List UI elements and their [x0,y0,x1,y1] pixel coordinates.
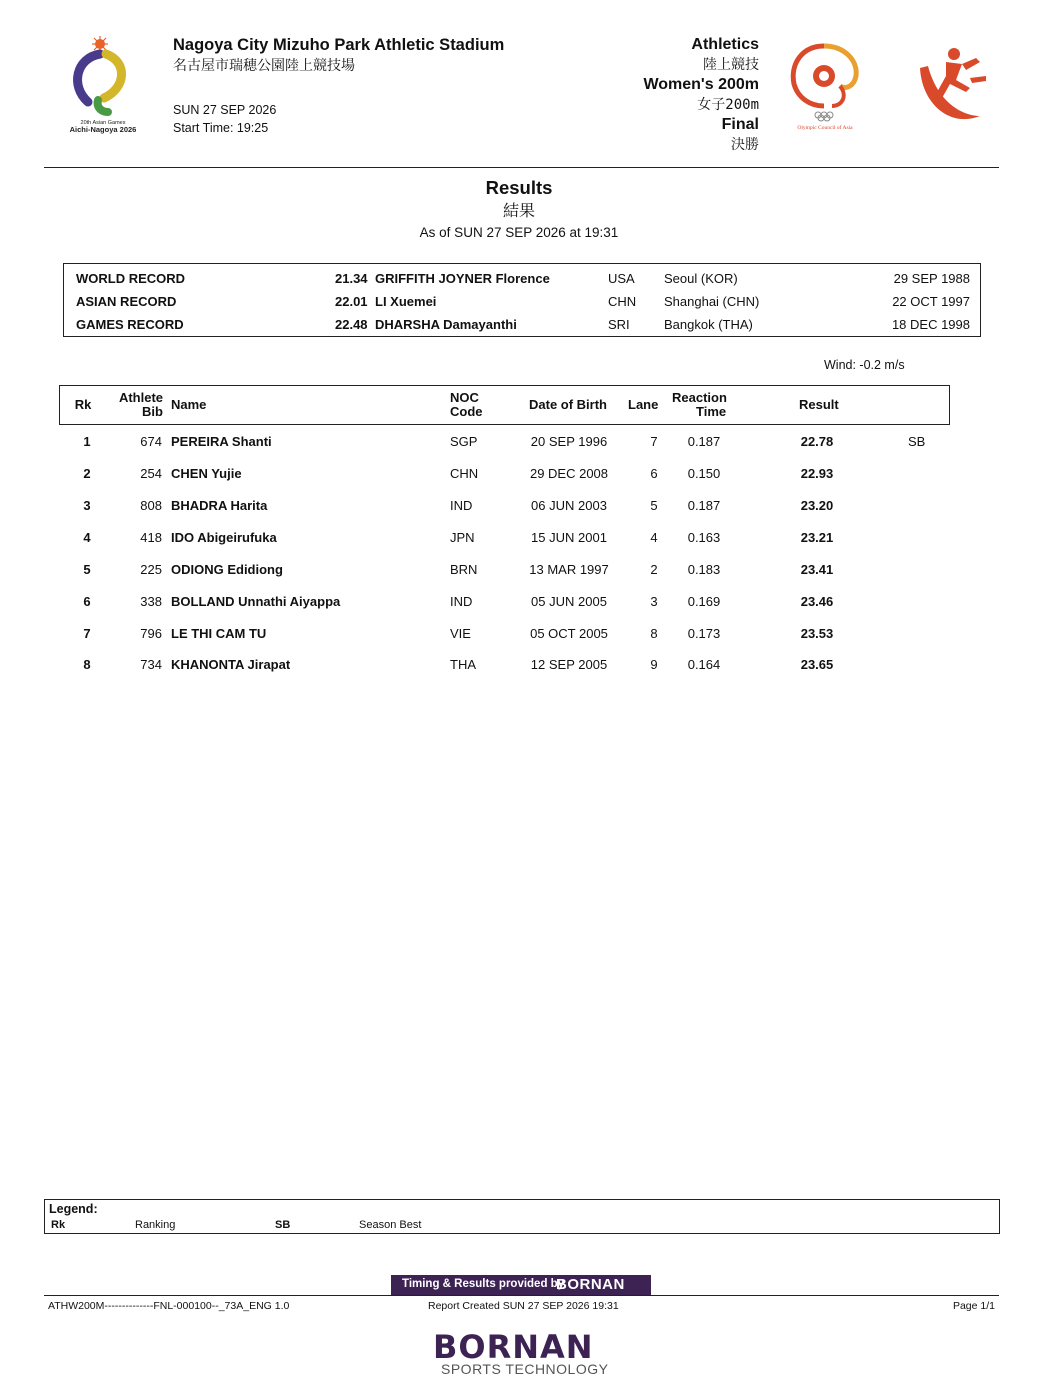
athletics-pictogram-icon [916,46,988,126]
table-row [59,431,948,453]
bornan-tagline: SPORTS TECHNOLOGY [441,1361,609,1377]
rank: 5 [83,562,91,577]
bib: 254 [140,466,162,481]
legend-key: Rk [51,1219,66,1231]
col-bib-line2: Bib [142,404,163,419]
event-name: Women's 200m [643,76,759,93]
legend-title: Legend: [49,1202,98,1216]
result: 23.21 [800,530,834,545]
lane: 9 [650,657,658,672]
rank: 7 [83,626,91,641]
col-rt-line2: Time [696,404,727,419]
record-row [64,290,980,313]
noc-code: IND [450,594,473,609]
results-table-header [59,385,950,425]
date-of-birth: 15 JUN 2001 [531,530,607,545]
athlete-name: IDO Abigeirufuka [171,530,277,545]
event-phase-ja: 決勝 [731,136,759,152]
athlete-name: PEREIRA Shanti [171,434,272,449]
lane: 7 [650,434,658,449]
col-name: Name [171,397,207,412]
table-row [59,463,948,485]
reaction-time: 0.169 [687,594,721,609]
reaction-time: 0.187 [687,498,721,513]
reaction-time: 0.187 [687,434,721,449]
page-title: Results [485,177,553,198]
header-divider [44,167,999,168]
athlete-name: BHADRA Harita [171,498,268,513]
col-dob: Date of Birth [529,397,607,412]
legend-box [44,1199,1000,1234]
timing-banner-brand: BORNAN [556,1276,625,1293]
reaction-time: 0.150 [687,466,721,481]
table-row [59,559,948,581]
lane: 3 [650,594,658,609]
record-noc: USA [608,271,635,286]
col-rank: Rk [74,397,92,412]
rank: 6 [83,594,91,609]
bib: 418 [140,530,162,545]
lane: 4 [650,530,658,545]
bib: 808 [140,498,162,513]
rank: 4 [83,530,91,545]
table-row [59,623,948,645]
record-date: 22 OCT 1997 [892,294,970,309]
col-result: Result [799,397,839,412]
lane: 5 [650,498,658,513]
page-number: Page 1/1 [952,1300,995,1312]
bib: 734 [140,657,162,672]
legend-key: SB [275,1219,291,1231]
athlete-name: KHANONTA Jirapat [171,657,291,672]
record-time: 22.48 [335,317,368,332]
games-logo [62,36,144,136]
table-row [59,591,948,613]
date-of-birth: 05 JUN 2005 [531,594,607,609]
record-label: ASIAN RECORD [76,294,177,309]
result: 23.53 [800,626,834,641]
page-title-ja: 結果 [502,203,535,220]
noc-code: THA [450,657,476,672]
record-date: 29 SEP 1988 [893,271,970,286]
record-time: 22.01 [335,294,368,309]
sport-name-ja: 陸上競技 [703,56,759,72]
as-of-timestamp: As of SUN 27 SEP 2026 at 19:31 [419,225,619,240]
record-noc: SRI [608,317,630,332]
record-row [64,267,980,290]
noc-code: IND [450,498,473,513]
athlete-name: BOLLAND Unnathi Aiyappa [171,594,341,609]
bib: 796 [140,626,162,641]
col-noc-line1: NOC [450,390,479,405]
table-row [59,654,948,676]
timing-banner-text: Timing & Results provided by [402,1278,565,1290]
noc-code: SGP [450,434,478,449]
table-row [59,527,948,549]
reaction-time: 0.163 [687,530,721,545]
col-noc-line2: Code [450,404,483,419]
record-holder: DHARSHA Damayanthi [375,317,517,332]
result: 23.46 [800,594,834,609]
result: 22.93 [800,466,834,481]
date-of-birth: 20 SEP 1996 [530,434,608,449]
date-of-birth: 06 JUN 2003 [531,498,607,513]
lane: 6 [650,466,658,481]
record-label: GAMES RECORD [76,317,184,332]
record-place: Shanghai (CHN) [664,294,760,309]
col-lane: Lane [628,397,659,412]
logo-caption-1: 20th Asian Games [80,120,126,126]
sport-name: Athletics [691,36,759,53]
record-date: 18 DEC 1998 [891,317,970,332]
noc-code: VIE [450,626,471,641]
table-row [59,495,948,517]
oca-caption: Olympic Council of Asia [797,125,853,131]
col-rt-line1: Reaction [672,390,727,405]
reaction-time: 0.164 [687,657,721,672]
start-time: Start Time: 19:25 [173,121,269,135]
record-mark: SB [908,434,926,449]
record-place: Seoul (KOR) [664,271,738,286]
logo-caption-2: Aichi-Nagoya 2026 [69,125,137,134]
bornan-logo: BORNAN [433,1328,594,1366]
lane: 2 [650,562,658,577]
legend-value: Season Best [359,1219,422,1231]
rank: 2 [83,466,91,481]
result: 23.41 [800,562,834,577]
noc-code: BRN [450,562,478,577]
result: 23.20 [800,498,834,513]
event-phase: Final [721,116,759,133]
result: 22.78 [800,434,834,449]
noc-code: JPN [450,530,475,545]
footer-divider [44,1295,999,1296]
date-of-birth: 05 OCT 2005 [530,626,608,641]
venue-name-ja: 名古屋市瑞穂公園陸上競技場 [173,57,355,73]
timing-banner [391,1275,651,1295]
noc-code: CHN [450,466,479,481]
legend-value: Ranking [135,1219,176,1231]
date-of-birth: 29 DEC 2008 [529,466,609,481]
bib: 674 [140,434,162,449]
event-name-ja: 女子200m [697,97,759,113]
reaction-time: 0.173 [687,626,721,641]
rank: 3 [83,498,91,513]
oca-logo [784,40,866,132]
date-of-birth: 13 MAR 1997 [529,562,609,577]
rank: 1 [83,434,91,449]
result: 23.65 [800,657,834,672]
date-of-birth: 12 SEP 2005 [530,657,608,672]
bib: 225 [140,562,162,577]
athlete-name: LE THI CAM TU [171,626,267,641]
report-created: Report Created SUN 27 SEP 2026 19:31 [428,1300,619,1312]
bib: 338 [140,594,162,609]
records-box [63,263,981,337]
rank: 8 [83,657,91,672]
athlete-name: CHEN Yujie [171,466,242,481]
athlete-name: ODIONG Edidiong [171,562,283,577]
event-date: SUN 27 SEP 2026 [173,103,277,117]
record-place: Bangkok (THA) [664,317,753,332]
record-holder: LI Xuemei [375,294,437,309]
record-row [64,313,980,336]
venue-name: Nagoya City Mizuho Park Athletic Stadium [173,36,505,54]
record-label: WORLD RECORD [76,271,186,286]
record-time: 21.34 [335,271,368,286]
col-bib-line1: Athlete [118,390,163,405]
report-code: ATHW200M--------------FNL-000100--_73A_ENG 1.0 [48,1300,290,1312]
lane: 8 [650,626,658,641]
record-noc: CHN [608,294,637,309]
reaction-time: 0.183 [687,562,721,577]
record-holder: GRIFFITH JOYNER Florence [375,271,550,286]
wind-reading: Wind: -0.2 m/s [824,358,905,372]
